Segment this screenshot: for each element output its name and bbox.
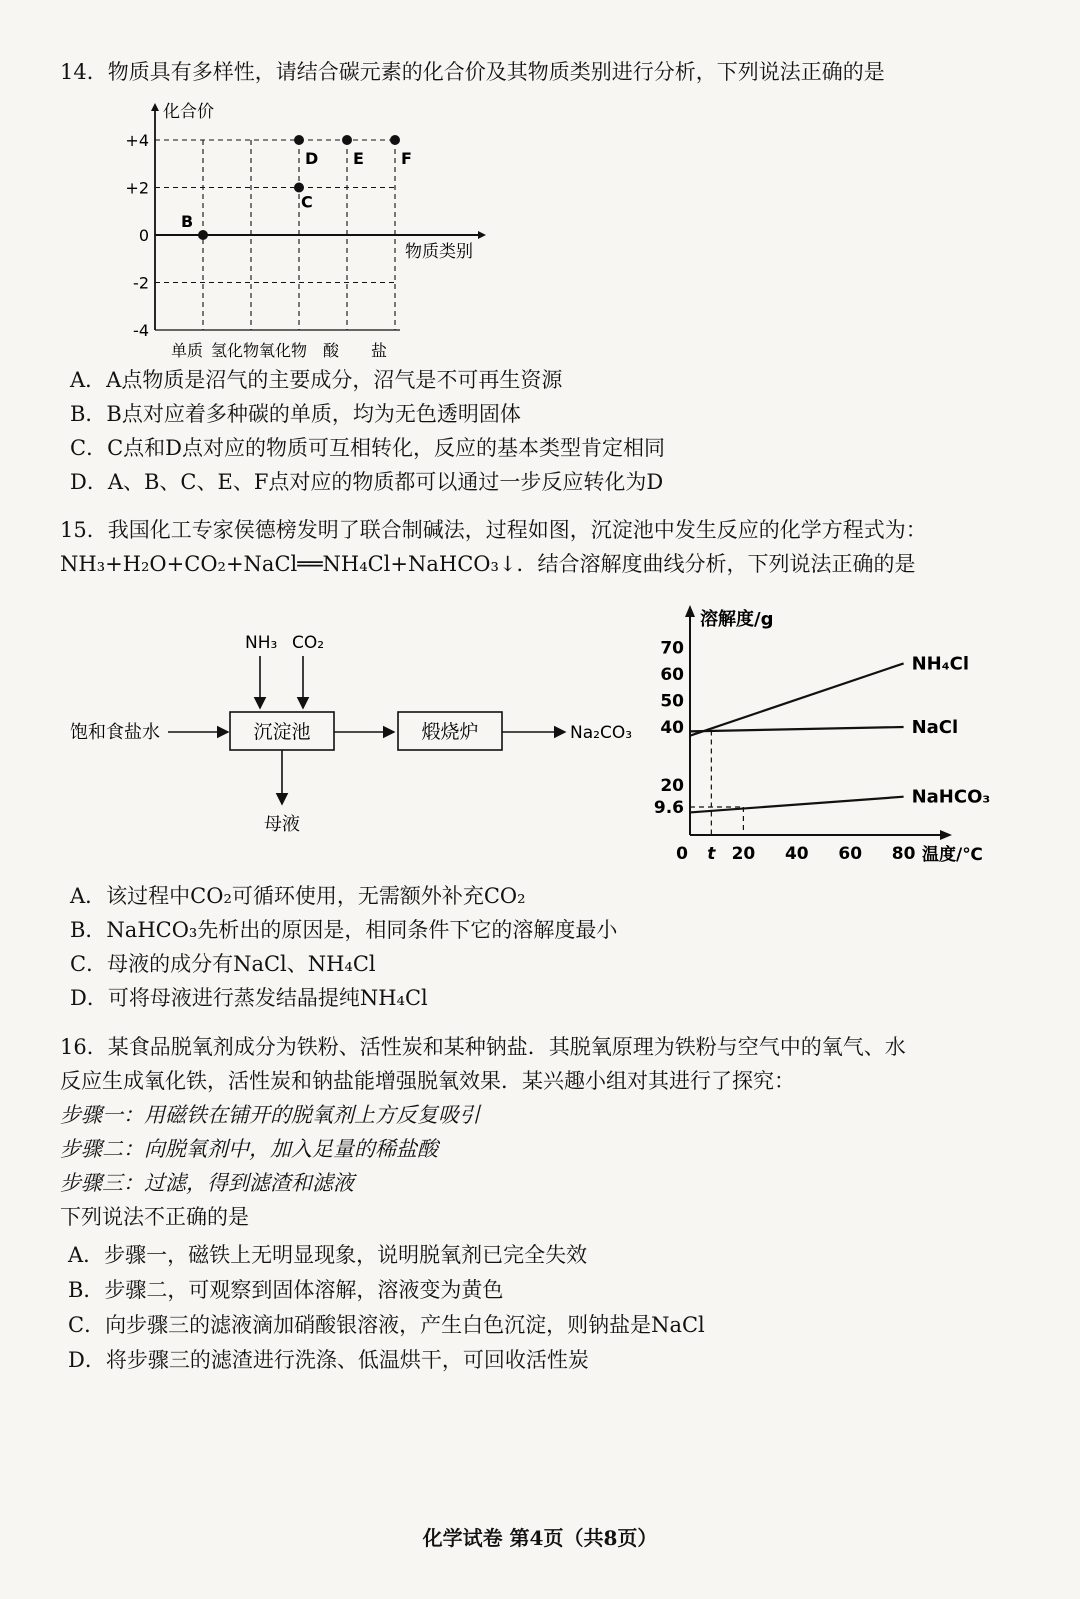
q14-point-b [198, 230, 208, 240]
q14-point-d [294, 135, 304, 145]
q15-x-tick: t [707, 844, 716, 864]
q14-point-label-d: D [305, 149, 319, 168]
q16-question: 下列说法不正确的是 [60, 1205, 249, 1229]
q15-series-label-nhcl: NH₄Cl [911, 653, 970, 675]
q14-point-f [390, 135, 400, 145]
q15-y-tick: 40 [660, 718, 684, 738]
q14-point-label-b: B [181, 212, 194, 231]
q14-point-c [294, 183, 304, 193]
q15-x-tick: 20 [731, 844, 756, 864]
q14-stem: 14．物质具有多样性，请结合碳元素的化合价及其物质类别进行分析，下列说法正确的是 [60, 60, 885, 84]
q14-category-label: 氢化物 [210, 341, 260, 360]
q14-y-axis-arrow [151, 103, 159, 111]
q16-stem-2: 反应生成氧化铁，活性炭和钠盐能增强脱氧效果．某兴趣小组对其进行了探究： [60, 1069, 795, 1093]
q14-category-label: 氧化物 [258, 341, 308, 360]
q14-point-label-e: E [353, 149, 364, 168]
q15-y-tick: 70 [660, 638, 684, 659]
q15-x-tick: 40 [784, 844, 809, 864]
q14-point-label-f: F [401, 149, 412, 168]
q15-series-label-nahco: NaHCO₃ [911, 786, 991, 808]
q15-x-tick: 60 [838, 844, 863, 864]
q14-category-label: 盐 [370, 341, 388, 360]
q15-y-tick: 20 [660, 776, 684, 796]
q15-x-axis-arrow [940, 830, 952, 840]
q14-y-tick: +4 [125, 131, 149, 150]
q14-category-label: 单质 [170, 341, 204, 360]
q14-option-b: B．B点对应着多种碳的单质，均为无色透明固体 [70, 402, 521, 426]
q15-y-axis-arrow [685, 605, 695, 617]
q16-step-3: 步骤三：过滤，得到滤渣和滤液 [60, 1171, 354, 1195]
q14-category-label: 酸 [322, 341, 340, 360]
q16-step-1: 步骤一：用磁铁在铺开的脱氧剂上方反复吸引 [60, 1103, 480, 1127]
q15-series-line-nhcl [690, 663, 904, 735]
q15-series-label-nacl: NaCl [911, 717, 959, 738]
flow-gas-nh3: NH₃ [245, 633, 278, 653]
q14-valence-chart [120, 95, 520, 375]
flow-product-label: Na₂CO₃ [570, 723, 633, 743]
q16-option-b: B．步骤二，可观察到固体溶解，溶液变为黄色 [68, 1278, 504, 1302]
q16-step-2: 步骤二：向脱氧剂中，加入足量的稀盐酸 [60, 1137, 438, 1161]
q15-series-line-nahco [690, 797, 904, 813]
q14-y-tick: -4 [133, 321, 149, 340]
q14-option-a: A．A点物质是沼气的主要成分，沼气是不可再生资源 [70, 368, 563, 392]
q14-y-tick: +2 [125, 178, 149, 198]
q15-stem-2: NH₃+H₂O+CO₂+NaCl══NH₄Cl+NaHCO₃↓．结合溶解度曲线分析，下列说法正确的是 [60, 552, 916, 576]
q15-option-b: B．NaHCO₃先析出的原因是，相同条件下它的溶解度最小 [70, 918, 618, 942]
q15-series-line-nacl [690, 727, 904, 731]
q16-option-c: C．向步骤三的滤液滴加硝酸银溶液，产生白色沉淀，则钠盐是NaCl [68, 1313, 705, 1337]
q14-x-axis-arrow [478, 231, 486, 239]
flow-box-precipitation-label: 沉淀池 [253, 721, 311, 743]
q16-stem-1: 16．某食品脱氧剂成分为铁粉、活性炭和某种钠盐．其脱氧原理为铁粉与空气中的氧气、水 [60, 1035, 906, 1059]
q14-y-tick: 0 [138, 226, 149, 245]
flow-gas-co2: CO₂ [292, 633, 325, 653]
page-footer: 化学试卷 第4页（共8页） [422, 1526, 658, 1550]
q15-option-c: C．母液的成分有NaCl、NH₄Cl [70, 952, 376, 976]
q15-y-axis-label: 溶解度/g [700, 609, 774, 630]
q15-flow-diagram [60, 620, 660, 850]
q14-point-label-c: C [301, 192, 313, 212]
q14-point-e [342, 135, 352, 145]
flow-byproduct-label: 母液 [264, 814, 300, 835]
q14-y-axis-label: 化合价 [163, 102, 214, 122]
q15-x-tick: 80 [891, 844, 916, 864]
q15-solubility-chart [640, 595, 1000, 875]
q15-x-tick: 0 [676, 844, 688, 864]
flow-input-label: 饱和食盐水 [70, 722, 160, 743]
q14-x-axis-label: 物质类别 [405, 242, 473, 262]
flow-box-furnace-label: 煅烧炉 [421, 721, 479, 743]
q15-y-tick: 9.6 [653, 798, 684, 818]
q14-option-d: D．A、B、C、E、F点对应的物质都可以通过一步反应转化为D [70, 470, 664, 494]
q16-option-d: D．将步骤三的滤渣进行洗涤、低温烘干，可回收活性炭 [68, 1348, 589, 1372]
q15-y-tick: 50 [660, 691, 684, 712]
q14-y-tick: -2 [133, 273, 149, 293]
q15-option-a: A．该过程中CO₂可循环使用，无需额外补充CO₂ [70, 884, 526, 908]
q16-option-a: A．步骤一，磁铁上无明显现象，说明脱氧剂已完全失效 [68, 1243, 588, 1267]
q15-x-axis-label: 温度/℃ [922, 845, 983, 865]
q14-option-c: C．C点和D点对应的物质可互相转化，反应的基本类型肯定相同 [70, 436, 665, 460]
q15-option-d: D．可将母液进行蒸发结晶提纯NH₄Cl [70, 986, 428, 1010]
q15-stem-1: 15．我国化工专家侯德榜发明了联合制碱法，过程如图，沉淀池中发生反应的化学方程式为： [60, 518, 927, 542]
q15-y-tick: 60 [660, 665, 684, 685]
